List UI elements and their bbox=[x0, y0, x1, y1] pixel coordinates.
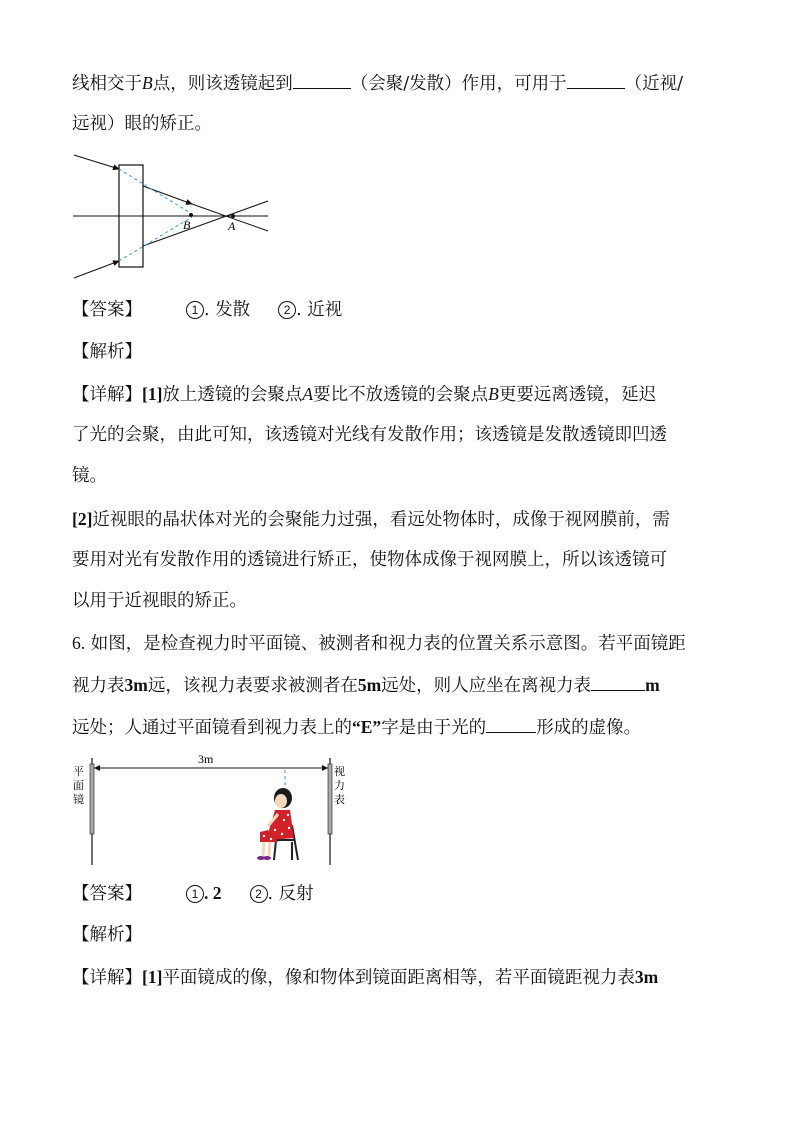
point-b bbox=[189, 213, 193, 217]
incident-ray-bottom bbox=[74, 261, 119, 278]
q5-detail-line-2: 了光的会聚，由此可知，该透镜对光线有发散作用；该透镜是发散透镜即凹透 bbox=[72, 425, 667, 445]
refracted-ray-bottom bbox=[143, 201, 268, 246]
q6-question-line-2: 视力表3m远，该视力表要求被测者在5m远处，则人应坐在离视力表 m bbox=[72, 675, 660, 696]
q5-detail-line-3: 镜。 bbox=[72, 466, 107, 486]
distance-label: 3m bbox=[198, 752, 214, 766]
original-ray-bottom-dashed bbox=[119, 217, 192, 261]
eye-test-diagram bbox=[70, 750, 360, 870]
answer-blank-1 bbox=[293, 72, 351, 89]
point-a bbox=[231, 214, 235, 218]
q5-answer: 【答案】 1 . 发散 2 . 近视 bbox=[72, 300, 343, 320]
q5-analysis-label: 【解析】 bbox=[72, 342, 142, 362]
seated-person bbox=[257, 788, 298, 860]
label-a: A bbox=[228, 219, 236, 233]
lens-ray-diagram bbox=[70, 150, 275, 285]
q6-answer: 【答案】 1 . 2 2 . 反射 bbox=[72, 883, 314, 904]
chart-label-1: 视 bbox=[334, 766, 345, 778]
mirror-label-3: 镜 bbox=[73, 794, 84, 806]
answer-blank-4 bbox=[486, 716, 536, 733]
label-b: B bbox=[183, 218, 191, 232]
answer-number-1: 1 bbox=[186, 301, 204, 319]
incident-ray-top bbox=[74, 155, 119, 169]
q5-detail-line-1: 【详解】[1]放上透镜的会聚点A要比不放透镜的会聚点B更要远离透镜，延迟 bbox=[72, 384, 657, 405]
q6-analysis-label: 【解析】 bbox=[72, 925, 142, 945]
q5-question-line-2: 远视）眼的矫正。 bbox=[72, 114, 212, 134]
original-ray-top-dashed bbox=[119, 169, 192, 214]
mirror-label-2: 面 bbox=[73, 780, 84, 792]
q6-question-line-3: 远处；人通过平面镜看到视力表上的“E”字是由于光的 形成的虚像。 bbox=[72, 717, 642, 738]
q5-question-line-1: 线相交于B点，则该透镜起到 （会聚/发散）作用，可用于 （近视/ bbox=[72, 73, 684, 94]
answer-blank-3 bbox=[591, 674, 645, 691]
answer-number-1: 1 bbox=[186, 885, 204, 903]
answer-number-2: 2 bbox=[278, 301, 296, 319]
q6-detail-line-1: 【详解】[1]平面镜成的像，像和物体到镜面距离相等，若平面镜距视力表3m bbox=[72, 967, 659, 988]
q5-detail-line-6: 以用于近视眼的矫正。 bbox=[72, 591, 247, 611]
q5-detail-line-4: [2]近视眼的晶状体对光的会聚能力过强，看远处物体时，成像于视网膜前，需 bbox=[72, 509, 670, 530]
chart-label-2: 力 bbox=[334, 780, 345, 792]
q6-question-line-1: 6. 如图，是检查视力时平面镜、被测者和视力表的位置关系示意图。若平面镜距 bbox=[72, 633, 686, 654]
answer-number-2: 2 bbox=[250, 885, 268, 903]
answer-blank-2 bbox=[567, 72, 625, 89]
q5-detail-line-5: 要用对光有发散作用的透镜进行矫正，使物体成像于视网膜上，所以该透镜可 bbox=[72, 550, 667, 570]
chart-label-3: 表 bbox=[334, 794, 345, 806]
mirror-label-1: 平 bbox=[73, 766, 84, 778]
